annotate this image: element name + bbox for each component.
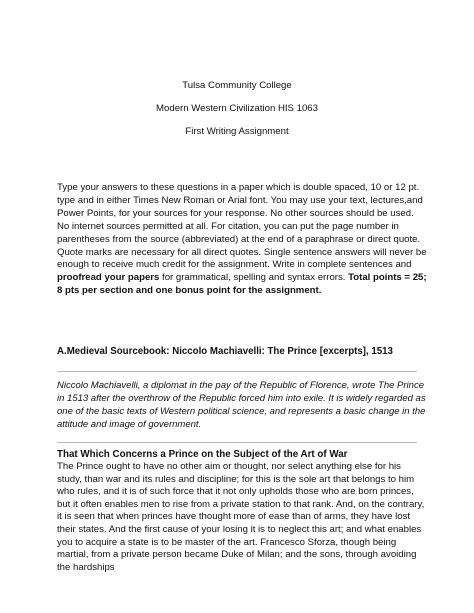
instructions-text: Type your answers to these questions in a paper which is double spaced, 10 or 12 pt. type and in either Times New Roman or Arial font. You may use your text, lectures,and Power Points, for your sources for your response. No other sources should be used. No internet sources permitted at all. For citation, you can put the page number in parentheses from the source (abbreviated) at the end of a paraphrase or direct quote. Quote marks are necessary for all direct quotes. Single sentence answers will never be enough to receive much credit for the assignment. Write in complete sentences and — [57, 182, 427, 271]
divider-top — [57, 371, 417, 372]
assignment-title: First Writing Assignment — [185, 126, 289, 137]
section-a-heading: A.Medieval Sourcebook: Niccolo Machiavelli: The Prince [excerpts], 1513 — [57, 346, 393, 357]
instructions-bold-points: Total points = 25; 8 pts per section and one bonus point for the assignment. — [57, 272, 427, 297]
instructions-text-2: for grammatical, spelling and syntax errors. — [159, 272, 349, 284]
instructions-bold-proofread: proofread your papers — [57, 272, 160, 284]
divider-bottom — [57, 442, 417, 443]
instructions-paragraph — [57, 182, 427, 298]
section-a-subheading: That Which Concerns a Prince on the Subject of the Art of War — [57, 449, 348, 460]
course-title: Modern Western Civilization HIS 1063 — [156, 103, 318, 114]
college-name: Tulsa Community College — [182, 80, 292, 91]
section-a-body: The Prince ought to have no other aim or thought, nor select anything else for his study, than war and its rules and discipline; for this is the sole art that belongs to him who rules, and it is of such force that it not only upholds those who are born princes, but it often enables men to rise from a private station to that rank. And, on the contrary, it is seen that when princes have thought more of ease than of arms, they have lost their states. And the first cause of your losing it is to neglect this art; and what enables you to acquire a state is to be master of the art. Francesco Sforza, though being martial, from a private person became Duke of Milan; and the sons, through avoiding the hardships — [57, 461, 425, 573]
section-a-intro: Niccolo Machiavelli, a diplomat in the pay of the Republic of Florence, wrote The Prince in 1513 after the overthrow of the Republic forced him into exile. It is widely regarded as one of the basic texts of Western political science, and represents a basic change in the attitude and image of government. — [57, 380, 426, 430]
